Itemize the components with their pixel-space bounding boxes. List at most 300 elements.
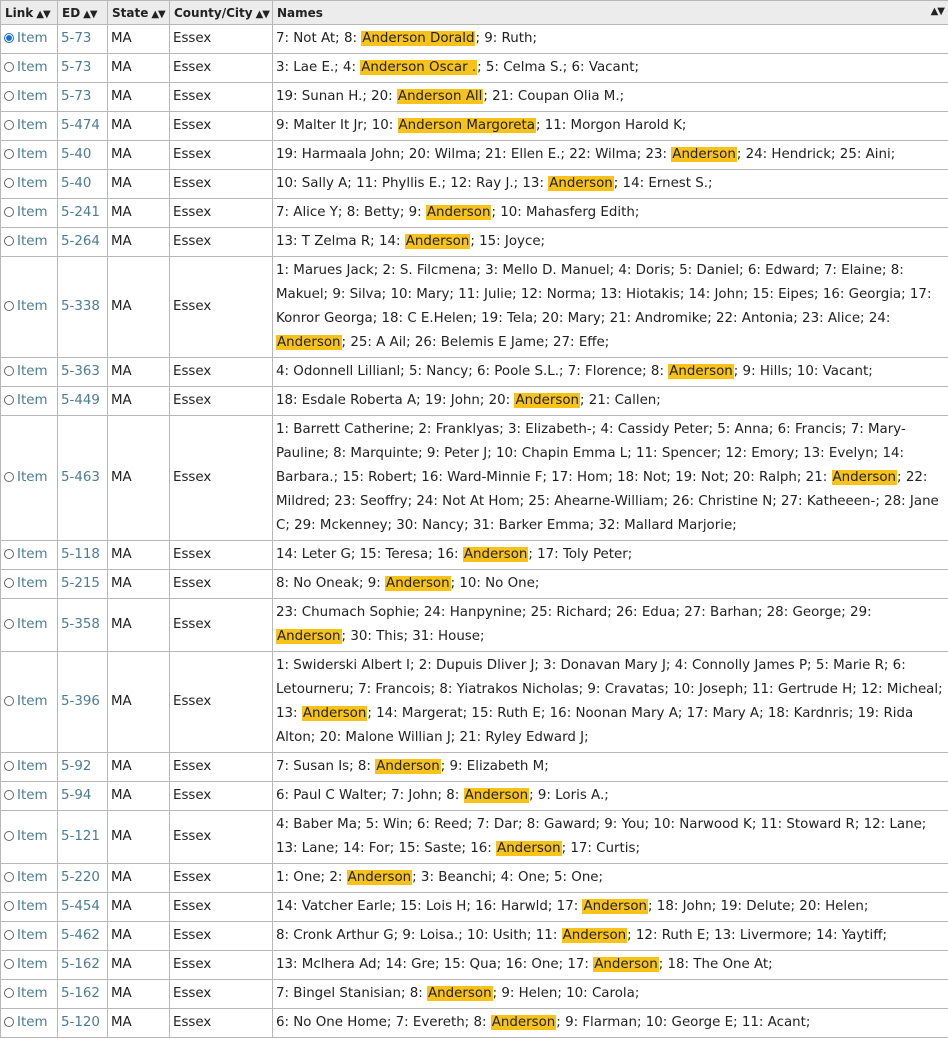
ed-link[interactable]: 5-120	[61, 1015, 100, 1030]
county-cell: Essex	[170, 141, 273, 170]
county-cell: Essex	[170, 228, 273, 257]
sort-icon[interactable]: ▲▼	[151, 9, 164, 20]
names-text: 3: Lae E.; 4:	[276, 60, 360, 75]
link-cell	[1, 652, 58, 753]
link-cell	[1, 416, 58, 541]
ed-cell	[58, 257, 108, 358]
table-row	[1, 199, 948, 228]
names-cell	[273, 652, 948, 753]
names-text: ; 14: Margerat; 15: Ruth E; 16: Noonan Mary A; 17: Mary A; 18: Kardnris; 19: Rida Alton; 20: Malone Willian J; 21: Ryley Edward J;	[276, 706, 913, 745]
search-match-highlight: Anderson	[385, 576, 451, 591]
names-cell	[273, 541, 948, 570]
county-cell: Essex	[170, 652, 273, 753]
county-cell: Essex	[170, 541, 273, 570]
select-radio[interactable]	[4, 988, 14, 998]
names-text: 8: Cronk Arthur G; 9: Loisa.; 10: Usith; 11:	[276, 928, 562, 943]
table-row	[1, 570, 948, 599]
table-row	[1, 25, 948, 54]
select-radio[interactable]	[4, 549, 14, 559]
names-text: ; 12: Ruth E; 13: Livermore; 14: Yaytiff;	[627, 928, 887, 943]
names-text: 10: Sally A; 11: Phyllis E.; 12: Ray J.; 13:	[276, 176, 548, 191]
column-header-county[interactable]: County/City ▲▼	[170, 1, 273, 25]
search-match-highlight: Anderson All	[397, 89, 483, 104]
search-match-highlight: Anderson	[562, 928, 628, 943]
state-cell: MA	[108, 599, 170, 652]
item-link[interactable]: Item	[17, 470, 47, 485]
table-row	[1, 864, 948, 893]
select-radio[interactable]	[4, 696, 14, 706]
county-cell: Essex	[170, 753, 273, 782]
search-match-highlight: Anderson	[464, 788, 530, 803]
table-row	[1, 811, 948, 864]
state-cell: MA	[108, 893, 170, 922]
ed-cell	[58, 199, 108, 228]
ed-cell	[58, 782, 108, 811]
county-cell: Essex	[170, 570, 273, 599]
column-header-ed[interactable]: ED ▲▼	[58, 1, 108, 25]
ed-link[interactable]: 5-462	[61, 928, 100, 943]
names-text: 7: Susan Is; 8:	[276, 759, 375, 774]
names-text: 18: Esdale Roberta A; 19: John; 20:	[276, 393, 514, 408]
item-link[interactable]: Item	[17, 759, 47, 774]
ed-link[interactable]: 5-363	[61, 364, 100, 379]
ed-cell	[58, 387, 108, 416]
ed-cell	[58, 228, 108, 257]
ed-cell	[58, 811, 108, 864]
names-text: ; 14: Ernest S.;	[614, 176, 713, 191]
link-cell	[1, 83, 58, 112]
search-match-highlight: Anderson	[427, 986, 493, 1001]
select-radio[interactable]	[4, 366, 14, 376]
ed-cell	[58, 570, 108, 599]
county-cell: Essex	[170, 811, 273, 864]
names-cell	[273, 257, 948, 358]
state-cell: MA	[108, 83, 170, 112]
ed-link[interactable]: 5-73	[61, 89, 91, 104]
state-cell: MA	[108, 811, 170, 864]
select-radio[interactable]	[4, 619, 14, 629]
names-text: ; 5: Celma S.; 6: Vacant;	[477, 60, 639, 75]
link-cell	[1, 811, 58, 864]
header-row	[1, 1, 948, 25]
link-cell	[1, 25, 58, 54]
names-cell	[273, 112, 948, 141]
county-cell: Essex	[170, 416, 273, 541]
ed-cell	[58, 753, 108, 782]
names-text: 1: One; 2:	[276, 870, 347, 885]
names-cell	[273, 416, 948, 541]
link-cell	[1, 228, 58, 257]
names-text: 1: Swiderski Albert I; 2: Dupuis Dliver J; 3: Donavan Mary J; 4: Connolly James P; 5: Marie R; 6: Letourneru; 7: Francois; 8: Yiatrakos Nicholas; 9: Cravatas; 10: Joseph; 11: Gertrude H; 12: Micheal; 13:	[276, 658, 943, 721]
names-text: ; 9: Loris A.;	[529, 788, 609, 803]
names-text: ; 11: Morgon Harold K;	[536, 118, 686, 133]
county-cell: Essex	[170, 782, 273, 811]
ed-cell	[58, 358, 108, 387]
state-cell: MA	[108, 864, 170, 893]
names-cell	[273, 228, 948, 257]
table-row	[1, 170, 948, 199]
state-cell: MA	[108, 387, 170, 416]
county-cell: Essex	[170, 864, 273, 893]
link-cell	[1, 570, 58, 599]
ed-cell	[58, 599, 108, 652]
county-cell: Essex	[170, 599, 273, 652]
state-cell: MA	[108, 54, 170, 83]
names-text: ; 9: Flarman; 10: George E; 11: Acant;	[556, 1015, 810, 1030]
county-cell: Essex	[170, 170, 273, 199]
item-link[interactable]: Item	[17, 393, 47, 408]
search-match-highlight: Anderson	[582, 899, 648, 914]
item-link[interactable]: Item	[17, 31, 47, 46]
names-text: ; 9: Elizabeth M;	[441, 759, 549, 774]
table-row	[1, 980, 948, 1009]
state-cell: MA	[108, 358, 170, 387]
item-link[interactable]: Item	[17, 60, 47, 75]
state-cell: MA	[108, 922, 170, 951]
names-text: ; 9: Hills; 10: Vacant;	[734, 364, 873, 379]
select-radio[interactable]	[4, 790, 14, 800]
ed-link[interactable]: 5-118	[61, 547, 100, 562]
table-row	[1, 112, 948, 141]
state-cell: MA	[108, 170, 170, 199]
search-match-highlight: Anderson	[514, 393, 580, 408]
names-cell	[273, 83, 948, 112]
ed-link[interactable]: 5-215	[61, 576, 100, 591]
ed-cell	[58, 112, 108, 141]
ed-link[interactable]: 5-396	[61, 694, 100, 709]
search-match-highlight: Anderson	[276, 335, 342, 350]
ed-link[interactable]: 5-92	[61, 759, 91, 774]
select-radio[interactable]	[4, 578, 14, 588]
select-radio[interactable]	[4, 91, 14, 101]
select-radio[interactable]	[4, 930, 14, 940]
ed-cell	[58, 54, 108, 83]
state-cell: MA	[108, 541, 170, 570]
item-link[interactable]: Item	[17, 547, 47, 562]
item-link[interactable]: Item	[17, 576, 47, 591]
sort-icon[interactable]: ▲▼	[256, 9, 269, 20]
names-text: ; 3: Beanchi; 4: One; 5: One;	[412, 870, 603, 885]
names-text: ; 18: John; 19: Delute; 20: Helen;	[648, 899, 868, 914]
column-header-names[interactable]: Names ▲▼	[273, 1, 948, 25]
table-row	[1, 541, 948, 570]
names-text: ; 9: Helen; 10: Carola;	[493, 986, 640, 1001]
search-match-highlight: Anderson	[668, 364, 734, 379]
names-cell	[273, 811, 948, 864]
names-cell	[273, 599, 948, 652]
names-cell	[273, 864, 948, 893]
sort-icon[interactable]: ▲▼	[83, 9, 96, 20]
names-text: 6: Paul C Walter; 7: John; 8:	[276, 788, 464, 803]
select-radio[interactable]	[4, 761, 14, 771]
county-cell: Essex	[170, 199, 273, 228]
search-match-highlight: Anderson	[347, 870, 413, 885]
search-match-highlight: Anderson Oscar .	[360, 60, 477, 75]
table-row	[1, 922, 948, 951]
names-text: 13: T Zelma R; 14:	[276, 234, 405, 249]
item-link[interactable]: Item	[17, 299, 47, 314]
item-link[interactable]: Item	[17, 89, 47, 104]
names-text: 7: Alice Y; 8: Betty; 9:	[276, 205, 426, 220]
select-radio[interactable]	[4, 62, 14, 72]
link-cell	[1, 1009, 58, 1038]
state-cell: MA	[108, 652, 170, 753]
ed-cell	[58, 141, 108, 170]
link-cell	[1, 599, 58, 652]
search-match-highlight: Anderson	[593, 957, 659, 972]
select-radio[interactable]	[4, 901, 14, 911]
search-match-highlight: Anderson	[491, 1015, 557, 1030]
link-cell	[1, 893, 58, 922]
county-cell: Essex	[170, 980, 273, 1009]
ed-cell	[58, 25, 108, 54]
item-link[interactable]: Item	[17, 147, 47, 162]
sort-icon[interactable]: ▲▼	[36, 9, 49, 20]
names-cell	[273, 570, 948, 599]
item-link[interactable]: Item	[17, 205, 47, 220]
link-cell	[1, 782, 58, 811]
select-radio[interactable]	[4, 207, 14, 217]
names-text: 7: Not At; 8:	[276, 31, 361, 46]
ed-cell	[58, 893, 108, 922]
ed-link[interactable]: 5-40	[61, 176, 91, 191]
ed-link[interactable]: 5-449	[61, 393, 100, 408]
table-row	[1, 652, 948, 753]
select-radio[interactable]	[4, 120, 14, 130]
county-cell: Essex	[170, 112, 273, 141]
state-cell: MA	[108, 228, 170, 257]
ed-link[interactable]: 5-220	[61, 870, 100, 885]
names-text: ; 22: Mildred; 23: Seoffry; 24: Not At Hom; 25: Ahearne-William; 26: Christine N; 27: Katheeen-; 28: Jane C; 29: Mckenney; 30: Nancy; 31: Barker Emma; 32: Mallard Marjorie;	[276, 470, 939, 533]
state-cell: MA	[108, 753, 170, 782]
link-cell	[1, 141, 58, 170]
ed-link[interactable]: 5-474	[61, 118, 100, 133]
names-text: ; 21: Coupan Olia M.;	[483, 89, 624, 104]
names-cell	[273, 199, 948, 228]
ed-cell	[58, 541, 108, 570]
state-cell: MA	[108, 416, 170, 541]
names-cell	[273, 358, 948, 387]
state-cell: MA	[108, 112, 170, 141]
select-radio[interactable]	[4, 872, 14, 882]
link-cell	[1, 112, 58, 141]
table-row	[1, 599, 948, 652]
county-cell: Essex	[170, 951, 273, 980]
state-cell: MA	[108, 141, 170, 170]
search-match-highlight: Anderson Dorald	[361, 31, 475, 46]
table-row	[1, 387, 948, 416]
ed-link[interactable]: 5-241	[61, 205, 100, 220]
names-text: ; 18: The One At;	[659, 957, 773, 972]
names-cell	[273, 25, 948, 54]
ed-cell	[58, 922, 108, 951]
item-link[interactable]: Item	[17, 694, 47, 709]
search-match-highlight: Anderson	[426, 205, 492, 220]
table-body	[1, 25, 948, 1038]
names-text: 1: Barrett Catherine; 2: Franklyas; 3: Elizabeth-; 4: Cassidy Peter; 5: Anna; 6: Francis; 7: Mary-Pauline; 8: Marquinte; 9: Peter J; 10: Chapin Emma L; 11: Spencer; 12: Emory; 13: Evelyn; 14: Barbara.; 15: Robert; 16: Ward-Minnie F; 17: Hom; 18: Not; 19: Not; 20: Ralph; 21:	[276, 422, 906, 485]
names-text: 19: Sunan H.; 20:	[276, 89, 397, 104]
names-text: 13: Mclhera Ad; 14: Gre; 15: Qua; 16: One; 17:	[276, 957, 593, 972]
item-link[interactable]: Item	[17, 617, 47, 632]
ed-link[interactable]: 5-40	[61, 147, 91, 162]
county-cell: Essex	[170, 25, 273, 54]
ed-link[interactable]: 5-162	[61, 986, 100, 1001]
search-match-highlight: Anderson	[832, 470, 898, 485]
state-cell: MA	[108, 951, 170, 980]
ed-cell	[58, 416, 108, 541]
column-header-state[interactable]: State ▲▼	[108, 1, 170, 25]
link-cell	[1, 864, 58, 893]
ed-link[interactable]: 5-338	[61, 299, 100, 314]
names-cell	[273, 782, 948, 811]
select-radio[interactable]	[4, 831, 14, 841]
names-text: 23: Chumach Sophie; 24: Hanpynine; 25: Richard; 26: Edua; 27: Barhan; 28: George; 29:	[276, 605, 872, 620]
link-cell	[1, 358, 58, 387]
link-cell	[1, 387, 58, 416]
names-cell	[273, 170, 948, 199]
select-radio[interactable]	[4, 149, 14, 159]
names-cell	[273, 922, 948, 951]
state-cell: MA	[108, 570, 170, 599]
ed-link[interactable]: 5-358	[61, 617, 100, 632]
names-text: ; 9: Ruth;	[475, 31, 537, 46]
ed-link[interactable]: 5-454	[61, 899, 100, 914]
state-cell: MA	[108, 257, 170, 358]
table-row	[1, 893, 948, 922]
link-cell	[1, 199, 58, 228]
ed-cell	[58, 170, 108, 199]
county-cell: Essex	[170, 257, 273, 358]
item-link[interactable]: Item	[17, 870, 47, 885]
table-row	[1, 228, 948, 257]
names-cell	[273, 1009, 948, 1038]
names-text: 14: Leter G; 15: Teresa; 16:	[276, 547, 463, 562]
names-cell	[273, 387, 948, 416]
select-radio[interactable]	[4, 33, 14, 43]
select-radio[interactable]	[4, 1017, 14, 1027]
ed-cell	[58, 980, 108, 1009]
county-cell: Essex	[170, 358, 273, 387]
search-match-highlight: Anderson	[276, 629, 342, 644]
search-match-highlight: Anderson	[671, 147, 737, 162]
search-match-highlight: Anderson	[302, 706, 368, 721]
item-link[interactable]: Item	[17, 928, 47, 943]
item-link[interactable]: Item	[17, 234, 47, 249]
ed-cell	[58, 1009, 108, 1038]
county-cell: Essex	[170, 54, 273, 83]
table-row	[1, 141, 948, 170]
search-match-highlight: Anderson	[496, 841, 562, 856]
names-text: ; 17: Curtis;	[562, 841, 640, 856]
item-link[interactable]: Item	[17, 829, 47, 844]
search-match-highlight: Anderson	[548, 176, 614, 191]
names-cell	[273, 951, 948, 980]
names-cell	[273, 753, 948, 782]
item-link[interactable]: Item	[17, 986, 47, 1001]
search-match-highlight: Anderson	[463, 547, 529, 562]
item-link[interactable]: Item	[17, 176, 47, 191]
column-header-link[interactable]: Link ▲▼	[1, 1, 58, 25]
table-row	[1, 416, 948, 541]
names-text: 4: Odonnell Lillianl; 5: Nancy; 6: Poole S.L.; 7: Florence; 8:	[276, 364, 668, 379]
names-cell	[273, 141, 948, 170]
names-text: ; 24: Hendrick; 25: Aini;	[737, 147, 895, 162]
names-text: 9: Malter It Jr; 10:	[276, 118, 398, 133]
ed-cell	[58, 864, 108, 893]
ed-cell	[58, 652, 108, 753]
link-cell	[1, 922, 58, 951]
ed-link[interactable]: 5-73	[61, 60, 91, 75]
names-cell	[273, 54, 948, 83]
table-row	[1, 83, 948, 112]
names-text: 6: No One Home; 7: Evereth; 8:	[276, 1015, 491, 1030]
ed-link[interactable]: 5-162	[61, 957, 100, 972]
names-text: ; 15: Joyce;	[470, 234, 545, 249]
table-row	[1, 951, 948, 980]
ed-link[interactable]: 5-94	[61, 788, 91, 803]
select-radio[interactable]	[4, 472, 14, 482]
ed-link[interactable]: 5-121	[61, 829, 100, 844]
item-link[interactable]: Item	[17, 788, 47, 803]
table-row	[1, 1009, 948, 1038]
item-link[interactable]: Item	[17, 957, 47, 972]
names-cell	[273, 893, 948, 922]
link-cell	[1, 541, 58, 570]
select-radio[interactable]	[4, 236, 14, 246]
item-link[interactable]: Item	[17, 899, 47, 914]
search-match-highlight: Anderson Margoreta	[398, 118, 536, 133]
names-text: ; 10: No One;	[451, 576, 540, 591]
link-cell	[1, 170, 58, 199]
names-text: ; 10: Mahasferg Edith;	[491, 205, 639, 220]
link-cell	[1, 980, 58, 1009]
select-radio[interactable]	[4, 395, 14, 405]
link-cell	[1, 54, 58, 83]
names-text: ; 17: Toly Peter;	[528, 547, 632, 562]
link-cell	[1, 753, 58, 782]
select-radio[interactable]	[4, 178, 14, 188]
state-cell: MA	[108, 1009, 170, 1038]
item-link[interactable]: Item	[17, 118, 47, 133]
names-text: 14: Vatcher Earle; 15: Lois H; 16: Harwld; 17:	[276, 899, 582, 914]
table-row	[1, 358, 948, 387]
ed-cell	[58, 83, 108, 112]
county-cell: Essex	[170, 387, 273, 416]
ed-cell	[58, 951, 108, 980]
ed-link[interactable]: 5-73	[61, 31, 91, 46]
ed-link[interactable]: 5-264	[61, 234, 100, 249]
select-radio[interactable]	[4, 301, 14, 311]
ed-link[interactable]: 5-463	[61, 470, 100, 485]
sort-icon[interactable]: ▲▼	[931, 6, 944, 17]
county-cell: Essex	[170, 893, 273, 922]
names-cell	[273, 980, 948, 1009]
county-cell: Essex	[170, 922, 273, 951]
state-cell: MA	[108, 782, 170, 811]
names-text: ; 25: A Ail; 26: Belemis E Jame; 27: Effe;	[342, 335, 610, 350]
names-text: 19: Harmaala John; 20: Wilma; 21: Ellen E.; 22: Wilma; 23:	[276, 147, 671, 162]
state-cell: MA	[108, 199, 170, 228]
table-row	[1, 54, 948, 83]
item-link[interactable]: Item	[17, 1015, 47, 1030]
select-radio[interactable]	[4, 959, 14, 969]
item-link[interactable]: Item	[17, 364, 47, 379]
link-cell	[1, 951, 58, 980]
names-text: 1: Marues Jack; 2: S. Filcmena; 3: Mello D. Manuel; 4: Doris; 5: Daniel; 6: Edward; 7: Elaine; 8: Makuel; 9: Silva; 10: Mary; 11: Julie; 12: Norma; 13: Hiotakis; 14: John; 15: Eipes; 16: Georgia; 17: Konror Georga; 18: C E.Helen; 19: Tela; 20: Mary; 21: Andromike; 22: Antonia; 23: Alice; 24:	[276, 263, 931, 326]
names-text: 4: Baber Ma; 5: Win; 6: Reed; 7: Dar; 8: Gaward; 9: You; 10: Narwood K; 11: Stoward R; 12: Lane; 13: Lane; 14: For; 15: Saste; 16:	[276, 817, 926, 856]
names-text: 7: Bingel Stanisian; 8:	[276, 986, 427, 1001]
names-text: ; 30: This; 31: House;	[342, 629, 485, 644]
